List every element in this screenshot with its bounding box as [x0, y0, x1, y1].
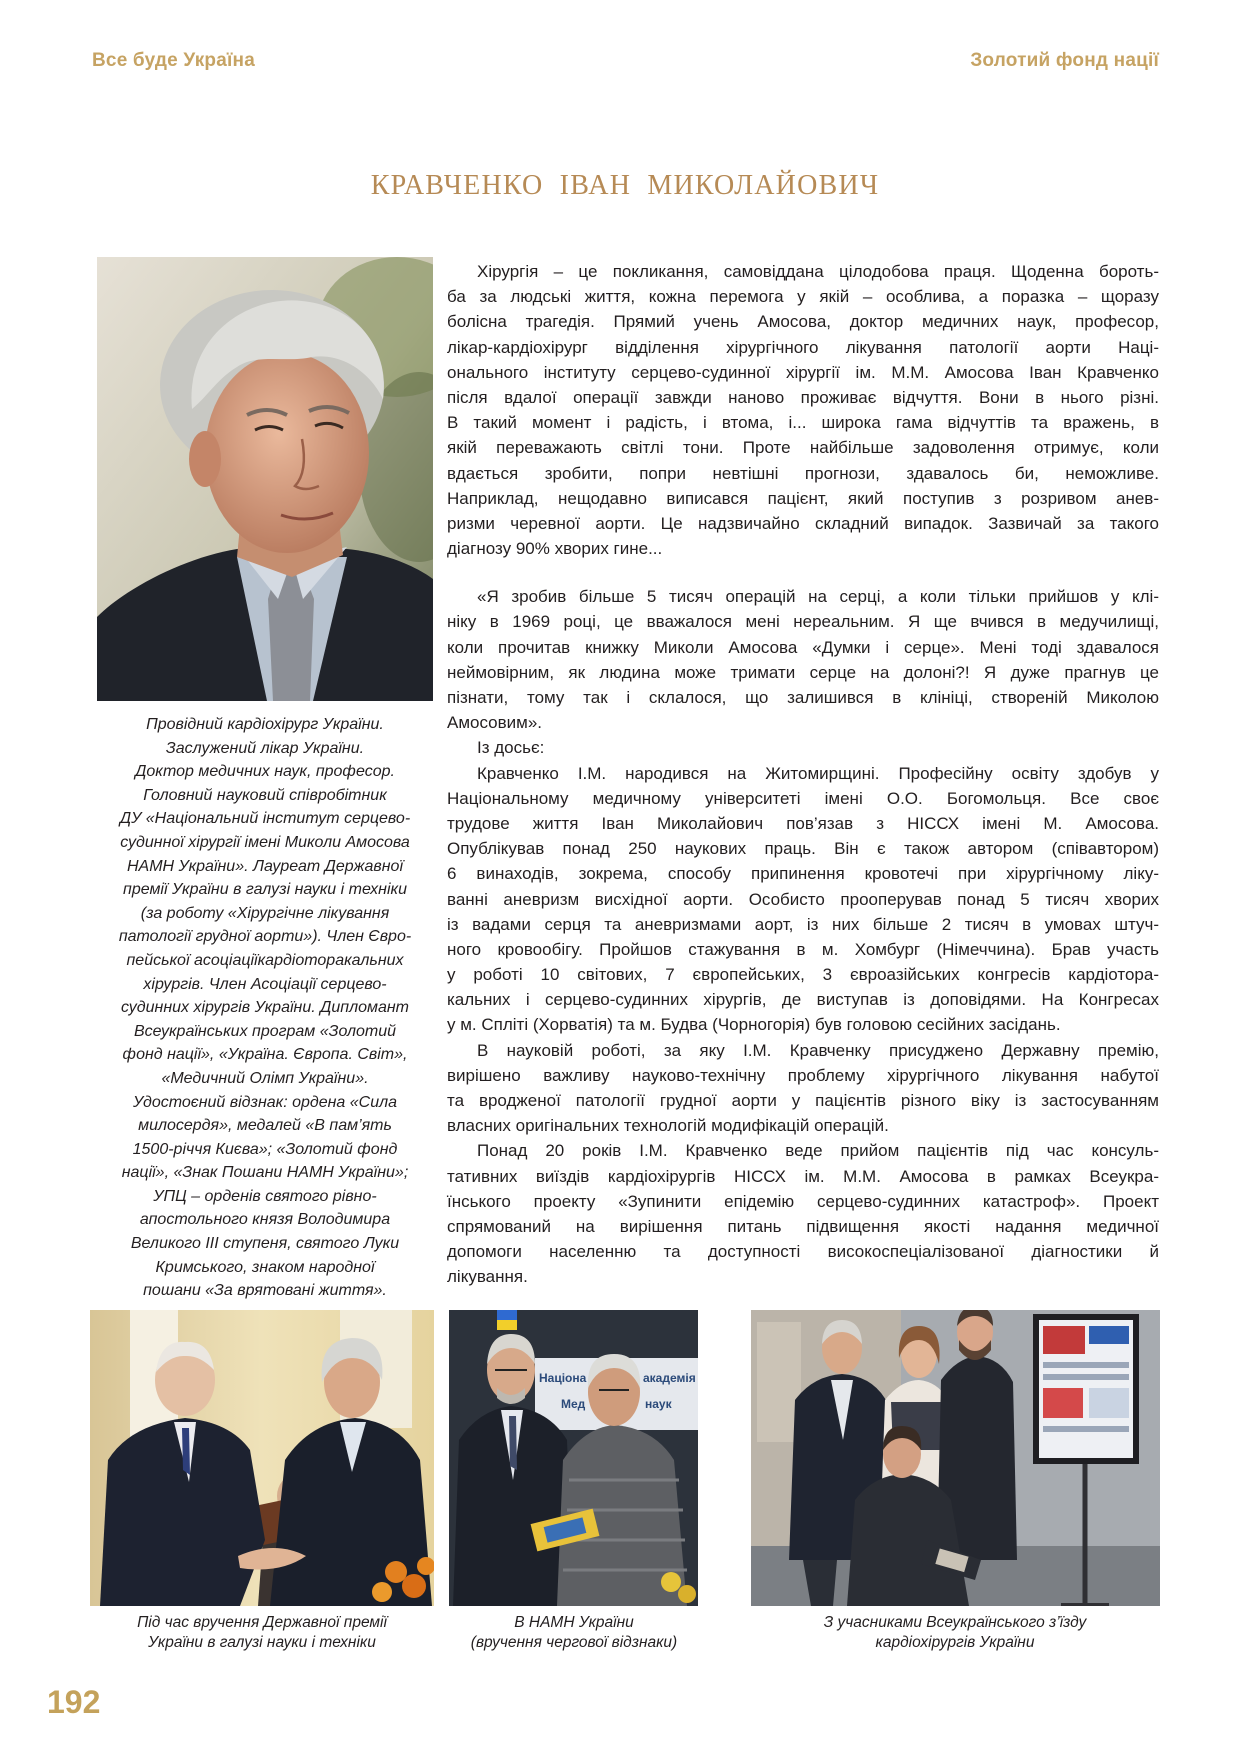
article-line: Національному медичному університеті імені О.О. Богомольця. Все своє [447, 788, 1159, 808]
article-paragraph [447, 761, 1159, 1038]
article-line: В такий момент і радість, і втома, і... широка гама відчуттів та вражень, в [447, 413, 1159, 433]
article-paragraph [447, 259, 1159, 561]
banner-text: наук [645, 1397, 672, 1411]
article-line: 6 винаходів, зокрема, способу припинення кровотечі при хірургічному ліку- [447, 864, 1159, 884]
page-title: КРАВЧЕНКО ІВАН МИКОЛАЙОВИЧ [370, 170, 880, 201]
portrait-caption-line: судинних хірургів України. Дипломант [120, 999, 409, 1017]
running-header-right: Золотий фонд нації [970, 50, 1159, 71]
page-number: 192 [47, 1684, 101, 1720]
article-line: ба за людські життя, кожна перемога у якій – особлива, а поразка – щоразу [447, 287, 1159, 307]
photo-caption-line: кардіохірургів України [875, 1634, 1035, 1651]
photo-congress-participants [751, 1310, 1160, 1606]
photo-caption [70, 1613, 454, 1653]
portrait-caption-line: Кримського, знаком народної [155, 1258, 375, 1276]
article-line: Наприклад, нещодавно виписався пацієнт, який поступив з розривом анев- [447, 488, 1159, 508]
article-line: вирішено важливу науково-технічну проблему хірургічного лікування набутої [447, 1065, 1159, 1085]
article-paragraph [447, 584, 1159, 735]
photo-state-prize-ceremony [90, 1310, 434, 1606]
photo-caption-line: (вручення чергової відзнаки) [470, 1634, 678, 1651]
article-line: ванні аневризм висхідної аорти. Особисто прооперував понад 5 тисяч хворих [447, 889, 1159, 909]
portrait-caption-line: «Медичний Олімп України». [161, 1069, 369, 1087]
portrait-photo [97, 257, 433, 701]
article-line: трудове життя Іван Миколайович пов’язав з НІССХ імені М. Амосова. [447, 813, 1159, 833]
article-body [447, 259, 1159, 1290]
article-line: із вадами серця та аневризмами аорт, із них більше 2 тисяч в умовах штуч- [447, 914, 1159, 934]
portrait-caption-line: Великого ІІІ ступеня, святого Луки [130, 1235, 400, 1253]
article-line: власних оригінальних технологій модифікацій операцій. [447, 1116, 889, 1136]
portrait-caption [85, 713, 445, 1303]
article-line: та вродженої патології грудної аорти у пацієнтів різного віку із застосуванням [447, 1091, 1159, 1110]
portrait-caption-line: ДУ «Національний інститут серцево- [119, 810, 411, 828]
portrait-caption-line: Провідний кардіохірург України. [146, 716, 384, 733]
portrait-caption-line: Удостоєний відзнак: ордена «Сила [132, 1093, 398, 1111]
portrait-caption-line: 1500-річчя Києва»; «Золотий фонд [132, 1140, 398, 1158]
photo-namn-award [449, 1310, 698, 1606]
article-paragraph [447, 1138, 1159, 1289]
photo-caption [745, 1613, 1165, 1653]
article-paragraph [447, 1038, 1159, 1139]
banner-text: академія [643, 1371, 696, 1385]
article-line: болісна трагедія. Прямий учень Амосова, доктор медичних наук, професор, [447, 312, 1159, 332]
article-line: у роботі 10 світових, 7 європейських, 3 євроазійських конгресів кардіотора- [447, 965, 1159, 985]
article-line: ного кровообігу. Пройшов стажування в м. Хомбург (Німеччина). Брав участь [447, 939, 1159, 959]
portrait-caption-line: пейської асоціаціїкардіоторакальних [126, 951, 404, 969]
article-line: тативних виїздів кардіохірургів НІССХ ім. М.М. Амосова в рамках Всеукра- [447, 1166, 1159, 1186]
photo-caption-line: В НАМН України [514, 1614, 634, 1631]
photo-caption [434, 1613, 714, 1653]
article-line: пізнати, тому так і склалося, що залишився в клініці, створеній Миколою [447, 688, 1159, 707]
photo-caption-line: України в галузі науки і техніки [148, 1634, 376, 1651]
article-line: В науковій роботі, за яку І.М. Кравченку присуджено Державну премію, [477, 1040, 1159, 1060]
article-line: онального інституту серцево-судинної хірургії ім. М.М. Амосова Іван Кравченко [447, 362, 1159, 382]
flag [497, 1310, 517, 1330]
article-line: Опублікував понад 250 наукових праць. Він є також автором (співавтором) [447, 839, 1159, 859]
article-line: діагнозу 90% хворих гине... [447, 539, 663, 559]
portrait-caption-line: фонд нації», «Україна. Європа. Світ», [122, 1046, 408, 1064]
portrait-caption-line: апостольного князя Володимира [139, 1211, 391, 1229]
banner-text: Мед [561, 1397, 586, 1411]
photo-caption-line: Під час вручення Державної премії [137, 1614, 387, 1631]
running-header-left: Все буде Україна [92, 50, 255, 71]
article-line: їнського проекту «Зупинити епідемію серцево-судинних катастроф». Проект [447, 1191, 1159, 1211]
article-line: вдається зробити, попри невтішні прогнози, здавалось би, неможливе. [447, 463, 1159, 483]
article-line: спрямований на вирішення питань підвищення якості надання медичної [447, 1216, 1159, 1236]
portrait-caption-line: нації», «Знак Пошани НАМН України»; [121, 1164, 409, 1182]
article-line: неймовірним, як людина може тримати серце на долоні?! Я дуже прагнув це [447, 662, 1159, 682]
portrait-caption-line: НАМН України». Лауреат Державної [126, 857, 404, 875]
article-line: ризми черевної аорти. Це надзвичайно складний випадок. Зазвичай за такого [447, 513, 1159, 533]
article-line: лікар-кардіохірург відділення хірургічного лікування патології аорти Наці- [447, 337, 1159, 357]
portrait-caption-line: хірургів. Член Асоціації серцево- [143, 975, 387, 993]
article-line: якій переважають світлі тони. Проте найбільше задоволення отримує, коли [447, 438, 1159, 458]
article-line: Із досьє: [477, 738, 545, 758]
portrait-caption-line: УПЦ – орденів святого рівно- [153, 1187, 377, 1205]
portrait-caption-line: Всеукраїнських програм «Золотий [133, 1022, 397, 1040]
article-line: у м. Спліті (Хорватія) та м. Будва (Чорногорія) був головою сесійних засідань. [447, 1015, 1061, 1035]
article-line: допомоги населенню та доступності високоспеціалізованої діагностики й [447, 1242, 1159, 1262]
portrait-caption-line: судинної хірургії імені Миколи Амосова [120, 833, 410, 851]
portrait-caption-line: Заслужений лікар України. [165, 739, 365, 757]
article-line: ніку в 1969 році, це вважалося мені нереальним. Я ще вчився в медучилищі, [447, 612, 1159, 632]
photo-caption-line: З учасниками Всеукраїнського з’їзду [823, 1614, 1087, 1631]
portrait-caption-line: премії України в галузі науки і техніки [123, 881, 407, 899]
portrait-caption-line: патології грудної аорти»). Член Євро- [118, 928, 412, 946]
portrait-caption-line: Головний науковий співробітник [143, 786, 387, 804]
portrait-caption-line: Доктор медичних наук, професор. [135, 763, 395, 781]
article-line: Кравченко І.М. народився на Житомирщині. Професійну освіту здобув у [477, 763, 1159, 783]
portrait-caption-line: (за роботу «Хірургічне лікування [140, 904, 390, 922]
article-line: Хірургія – це покликання, самовіддана цілодобова праця. Щоденна бороть- [477, 262, 1159, 281]
article-line: «Я зробив більше 5 тисяч операцій на серці, а коли тільки прийшов у клі- [477, 587, 1159, 607]
article-line: після вдалої операції завжди наново проживає відчуття. Вони в нього різні. [447, 387, 1159, 407]
portrait-caption-line: милосердя», медалей «В пам’ять [138, 1117, 392, 1135]
portrait-caption-line: пошани «За врятовані життя». [143, 1282, 387, 1300]
article-line: Понад 20 років І.М. Кравченко веде прийом пацієнтів під час консуль- [477, 1141, 1159, 1161]
article-line: коли прочитав книжку Миколи Амосова «Думки і серце». Мені тоді здавалося [447, 637, 1159, 657]
article-line: кальних і серцево-судинних хірургів, де виступав із доповідями. На Конгресах [447, 990, 1159, 1010]
article-line: лікування. [447, 1267, 528, 1287]
article-paragraph [447, 735, 1159, 760]
article-line: Амосовим». [447, 713, 543, 733]
banner-text: Націона [539, 1371, 587, 1385]
